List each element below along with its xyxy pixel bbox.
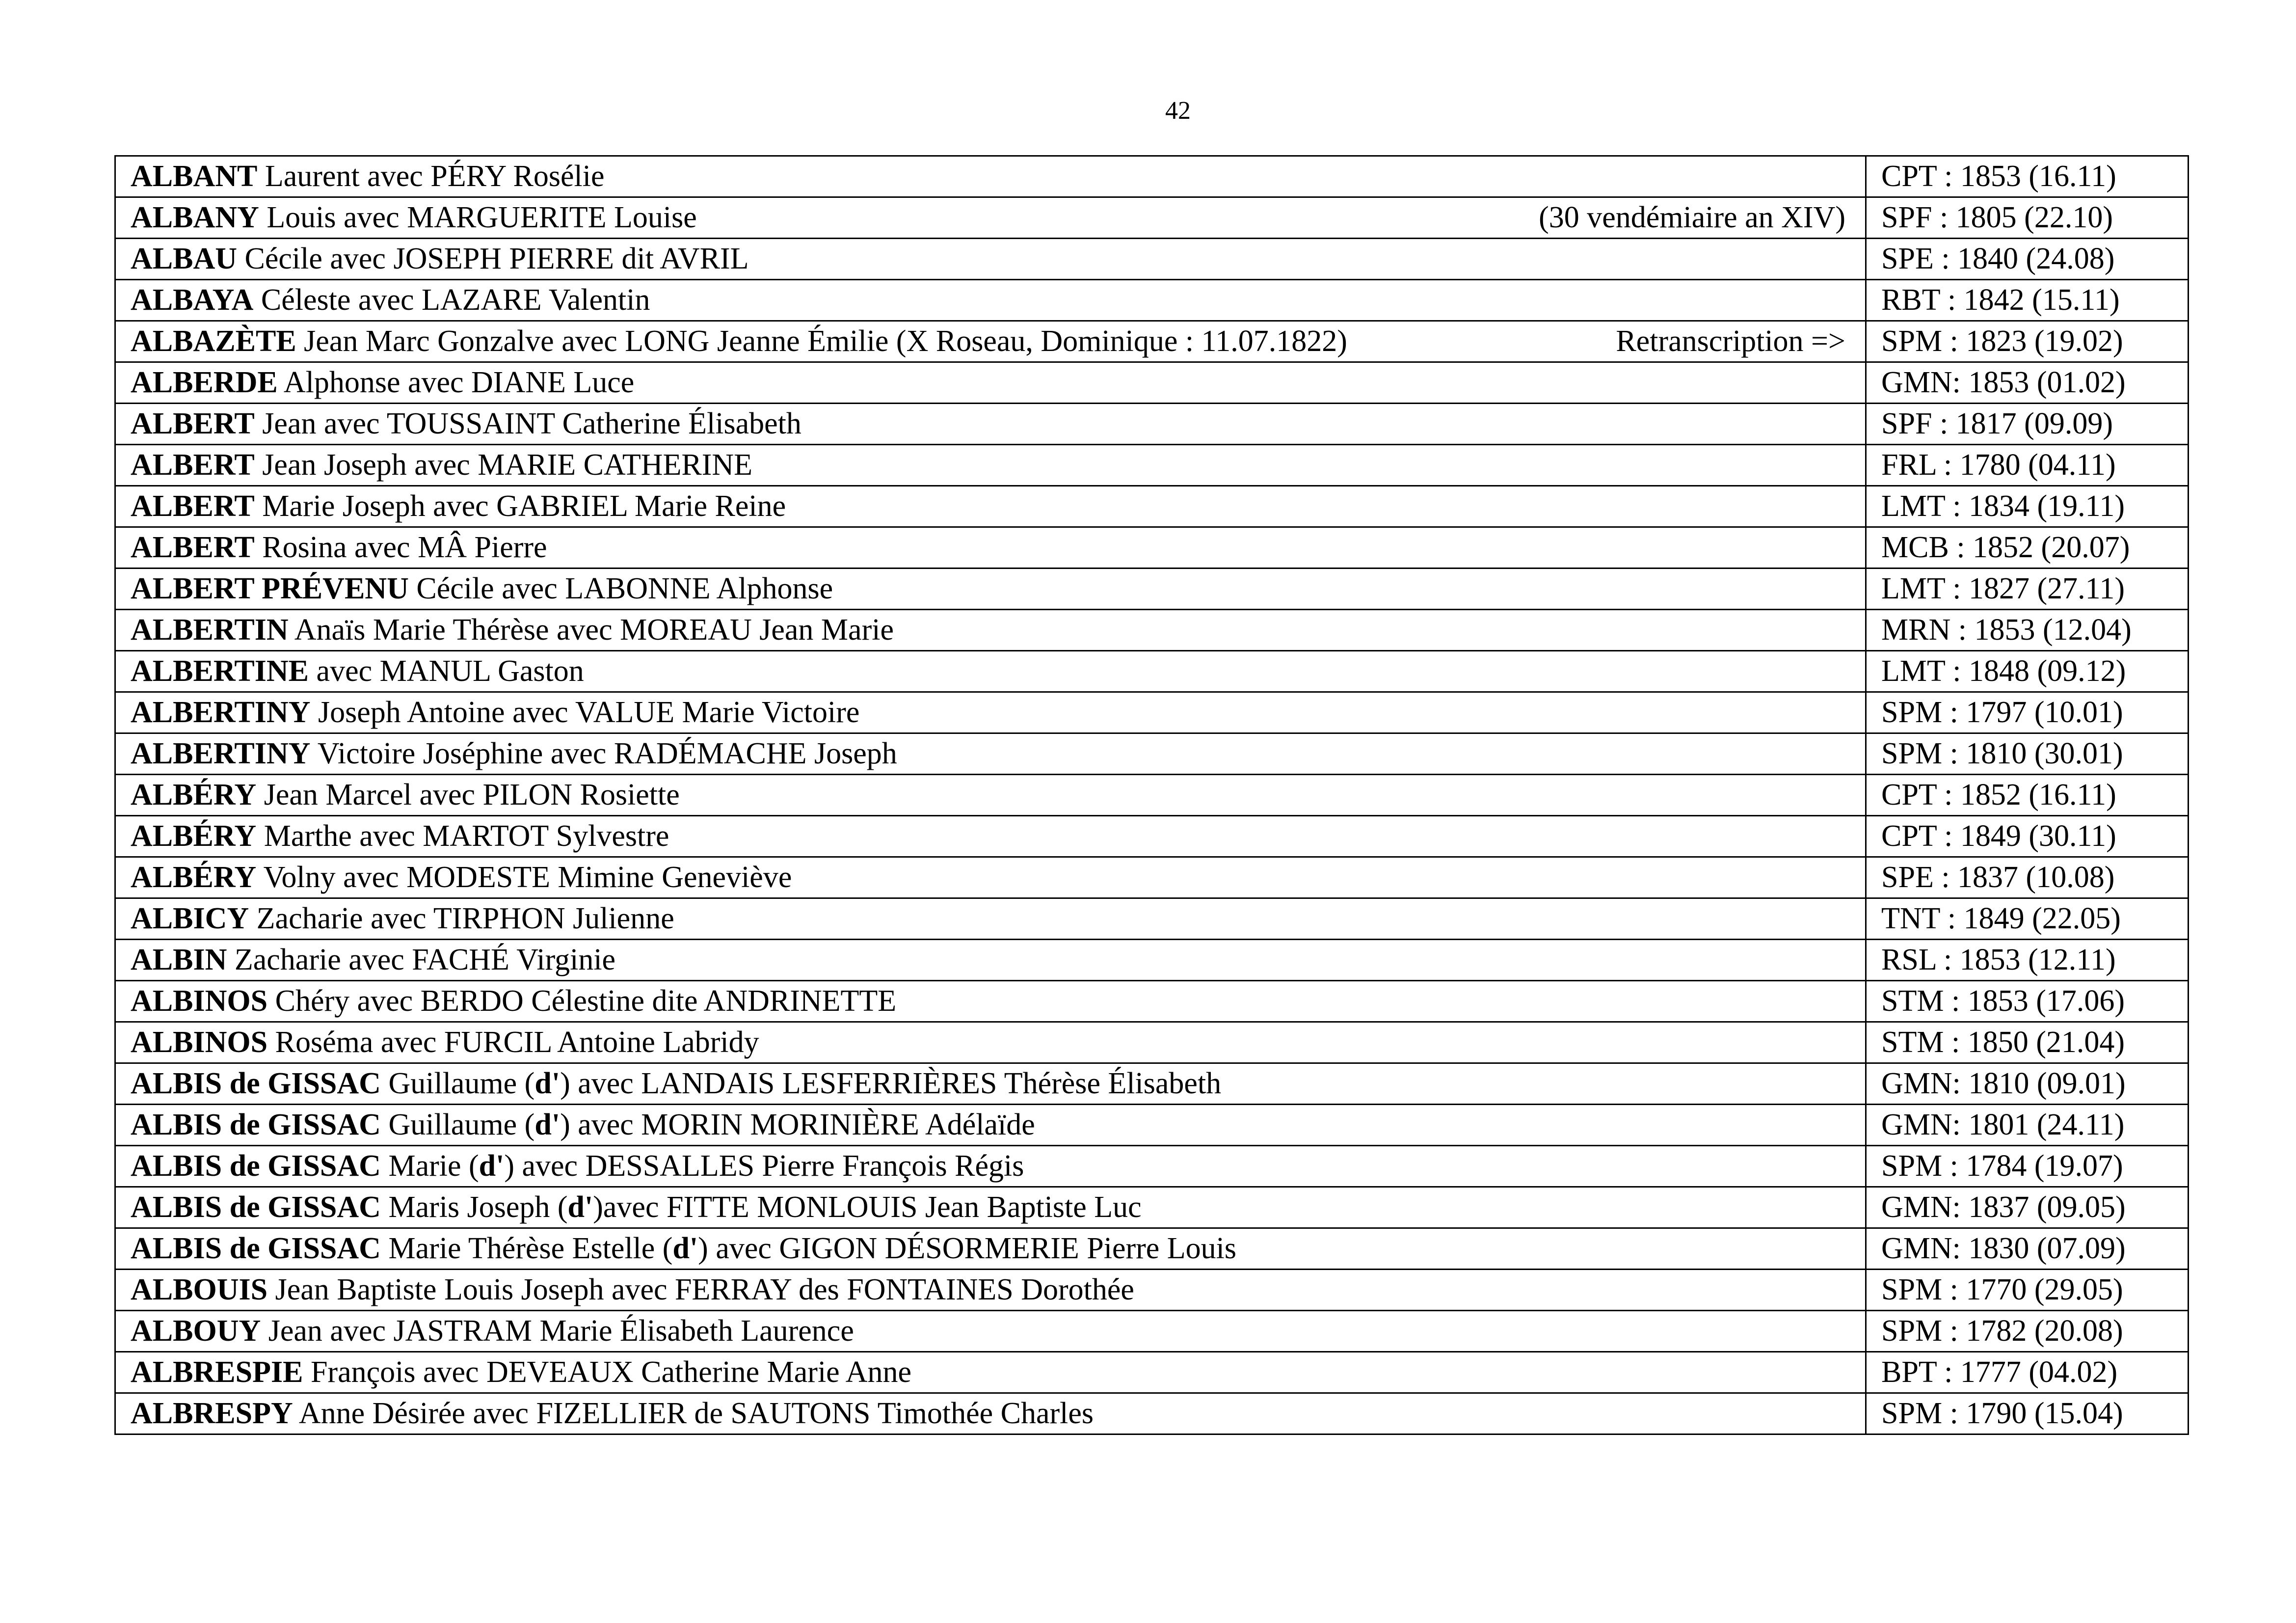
entry-details: Rosina avec MÂ Pierre [254,531,547,564]
entry-cell [115,1022,1866,1063]
surname: ALBANT [131,160,258,193]
surname: ALBERT PRÉVENU [131,572,409,605]
parish-date-reference: CPT : 1849 (30.11) [1866,816,2189,857]
parish-date-reference: SPM : 1782 (20.08) [1866,1311,2189,1352]
surname: ALBERT [131,407,255,440]
surname: ALBRESPIE [131,1355,303,1389]
table-row [115,898,2189,940]
marriage-index-table [114,155,2189,1435]
table-row [115,404,2189,445]
parish-date-reference: SPM : 1823 (19.02) [1866,321,2189,362]
table-row [115,321,2189,362]
table-row [115,156,2189,197]
entry-details: Jean avec JASTRAM Marie Élisabeth Laurence [261,1314,854,1348]
entry-details: )avec FITTE MONLOUIS Jean Baptiste Luc [593,1190,1142,1224]
entry-cell [115,527,1866,568]
parish-date-reference: MCB : 1852 (20.07) [1866,527,2189,568]
surname: ALBERT [131,489,255,523]
entry-details: Roséma avec FURCIL Antoine Labridy [267,1026,759,1059]
entry-note: Retranscription => [1616,325,1845,358]
entry-details: Céleste avec LAZARE Valentin [253,283,650,317]
parish-date-reference: FRL : 1780 (04.11) [1866,445,2189,486]
surname: ALBIS de GISSAC [131,1067,381,1100]
surname: ALBRESPY [131,1397,293,1430]
entry-details: Zacharie avec TIRPHON Julienne [249,902,674,935]
parish-date-reference: STM : 1853 (17.06) [1866,981,2189,1022]
surname: ALBÉRY [131,861,257,894]
table-row [115,1270,2189,1311]
surname: ALBANY [131,201,259,234]
entry-details: Laurent avec PÉRY Rosélie [257,160,605,193]
name-particle: d' [479,1149,505,1183]
parish-date-reference: LMT : 1827 (27.11) [1866,568,2189,610]
parish-date-reference: TNT : 1849 (22.05) [1866,898,2189,940]
table-row [115,280,2189,321]
surname: ALBOUY [131,1314,261,1348]
entry-cell [115,1063,1866,1105]
entry-cell [115,445,1866,486]
surname: ALBERTIN [131,613,289,647]
entry-details: Victoire Joséphine avec RADÉMACHE Joseph [310,737,897,770]
entry-cell [115,280,1866,321]
surname: ALBIS de GISSAC [131,1190,381,1224]
entry-details: Jean avec TOUSSAINT Catherine Élisabeth [254,407,801,440]
surname: ALBINOS [131,984,268,1018]
table-row [115,362,2189,404]
entry-details: Jean Joseph avec MARIE CATHERINE [254,448,752,482]
parish-date-reference: GMN: 1830 (07.09) [1866,1228,2189,1270]
parish-date-reference: CPT : 1852 (16.11) [1866,775,2189,816]
entry-cell [115,1311,1866,1352]
entry-cell [115,568,1866,610]
parish-date-reference: SPM : 1784 (19.07) [1866,1146,2189,1187]
table-row [115,486,2189,527]
surname: ALBÉRY [131,819,257,853]
parish-date-reference: BPT : 1777 (04.02) [1866,1352,2189,1393]
table-row [115,651,2189,692]
entry-cell [115,239,1866,280]
entry-details: Marie Joseph avec GABRIEL Marie Reine [254,489,786,523]
entry-cell [115,857,1866,898]
entry-cell [115,775,1866,816]
entry-cell [115,1270,1866,1311]
surname: ALBERTINY [131,696,311,729]
table-row [115,775,2189,816]
surname: ALBIS de GISSAC [131,1232,381,1265]
entry-cell [115,651,1866,692]
surname: ALBERTINY [131,737,311,770]
table-row [115,940,2189,981]
entry-details: Anaïs Marie Thérèse avec MOREAU Jean Marie [288,613,894,647]
entry-cell [115,197,1866,239]
name-particle: d' [534,1067,561,1100]
entry-cell [115,733,1866,775]
parish-date-reference: SPE : 1837 (10.08) [1866,857,2189,898]
table-row [115,197,2189,239]
name-particle: d' [534,1108,561,1141]
entry-cell [115,1393,1866,1434]
table-row [115,692,2189,733]
table-row [115,239,2189,280]
entry-cell [115,981,1866,1022]
entry-cell [115,156,1866,197]
entry-cell [115,1105,1866,1146]
table-row [115,1022,2189,1063]
entry-cell [115,692,1866,733]
entry-details: ) avec LANDAIS LESFERRIÈRES Thérèse Élisabeth [560,1067,1222,1100]
parish-date-reference: GMN: 1810 (09.01) [1866,1063,2189,1105]
entry-cell [115,940,1866,981]
parish-date-reference: SPE : 1840 (24.08) [1866,239,2189,280]
entry-details: Louis avec MARGUERITE Louise [259,201,697,234]
table-row [115,857,2189,898]
entry-cell [115,362,1866,404]
entry-details: avec MANUL Gaston [309,654,584,688]
surname: ALBAU [131,242,238,275]
table-row [115,981,2189,1022]
first-names: Marie ( [380,1149,479,1183]
entry-cell [115,1228,1866,1270]
entry-details: ) avec DESSALLES Pierre François Régis [504,1149,1024,1183]
entry-cell [115,1187,1866,1228]
first-names: Marie Thérèse Estelle ( [380,1232,673,1265]
entry-cell [115,898,1866,940]
parish-date-reference: SPM : 1797 (10.01) [1866,692,2189,733]
entry-details: Jean Baptiste Louis Joseph avec FERRAY des FONTAINES Dorothée [267,1273,1134,1306]
entry-note: (30 vendémiaire an XIV) [1539,201,1845,234]
table-row [115,1187,2189,1228]
page-number: 42 [1165,97,1191,125]
surname: ALBOUIS [131,1273,268,1306]
parish-date-reference: SPF : 1817 (09.09) [1866,404,2189,445]
table-row [115,1228,2189,1270]
entry-details: Zacharie avec FACHÉ Virginie [227,943,616,976]
surname: ALBIN [131,943,227,976]
entry-details: François avec DEVEAUX Catherine Marie Anne [303,1355,912,1389]
surname: ALBERTINE [131,654,309,688]
table-row [115,568,2189,610]
entry-details: ) avec GIGON DÉSORMERIE Pierre Louis [698,1232,1237,1265]
surname: ALBÉRY [131,778,257,812]
parish-date-reference: LMT : 1834 (19.11) [1866,486,2189,527]
parish-date-reference: SPM : 1810 (30.01) [1866,733,2189,775]
parish-date-reference: GMN: 1801 (24.11) [1866,1105,2189,1146]
table-row [115,527,2189,568]
entry-details: Cécile avec LABONNE Alphonse [408,572,833,605]
table-row [115,816,2189,857]
surname: ALBERT [131,531,255,564]
name-particle: d' [567,1190,593,1224]
parish-date-reference: RBT : 1842 (15.11) [1866,280,2189,321]
table-row [115,1311,2189,1352]
entry-details: Joseph Antoine avec VALUE Marie Victoire [310,696,860,729]
surname: ALBIS de GISSAC [131,1108,381,1141]
parish-date-reference: GMN: 1837 (09.05) [1866,1187,2189,1228]
first-names: Maris Joseph ( [380,1190,568,1224]
table-row [115,1352,2189,1393]
first-names: Guillaume ( [380,1067,535,1100]
table-row [115,445,2189,486]
table-row [115,1063,2189,1105]
entry-cell [115,404,1866,445]
entry-details: Marthe avec MARTOT Sylvestre [256,819,669,853]
parish-date-reference: LMT : 1848 (09.12) [1866,651,2189,692]
parish-date-reference: GMN: 1853 (01.02) [1866,362,2189,404]
table-row [115,1393,2189,1434]
table-row [115,1105,2189,1146]
parish-date-reference: RSL : 1853 (12.11) [1866,940,2189,981]
entry-details: ) avec MORIN MORINIÈRE Adélaïde [560,1108,1035,1141]
entry-cell [115,1146,1866,1187]
surname: ALBICY [131,902,249,935]
parish-date-reference: SPF : 1805 (22.10) [1866,197,2189,239]
surname: ALBERDE [131,366,278,399]
surname: ALBAZÈTE [131,325,296,358]
entry-details: Anne Désirée avec FIZELLIER de SAUTONS Timothée Charles [293,1397,1094,1430]
parish-date-reference: SPM : 1790 (15.04) [1866,1393,2189,1434]
entry-details: Chéry avec BERDO Célestine dite ANDRINETTE [267,984,897,1018]
table-body [115,156,2189,1434]
parish-date-reference: SPM : 1770 (29.05) [1866,1270,2189,1311]
entry-details: Jean Marc Gonzalve avec LONG Jeanne Émilie (X Roseau, Dominique : 11.07.1822) [296,325,1347,358]
table-row [115,733,2189,775]
surname: ALBIS de GISSAC [131,1149,381,1183]
name-particle: d' [672,1232,698,1265]
entry-details: Cécile avec JOSEPH PIERRE dit AVRIL [237,242,749,275]
entry-cell [115,610,1866,651]
first-names: Guillaume ( [380,1108,535,1141]
parish-date-reference: MRN : 1853 (12.04) [1866,610,2189,651]
entry-details: Volny avec MODESTE Mimine Geneviève [256,861,792,894]
table-row [115,610,2189,651]
surname: ALBERT [131,448,255,482]
entry-cell [115,486,1866,527]
surname: ALBINOS [131,1026,268,1059]
surname: ALBAYA [131,283,254,317]
parish-date-reference: STM : 1850 (21.04) [1866,1022,2189,1063]
entry-cell [115,321,1866,362]
entry-details: Alphonse avec DIANE Luce [277,366,635,399]
table-row [115,1146,2189,1187]
entry-details: Jean Marcel avec PILON Rosiette [256,778,680,812]
entry-cell [115,1352,1866,1393]
parish-date-reference: CPT : 1853 (16.11) [1866,156,2189,197]
entry-cell [115,816,1866,857]
